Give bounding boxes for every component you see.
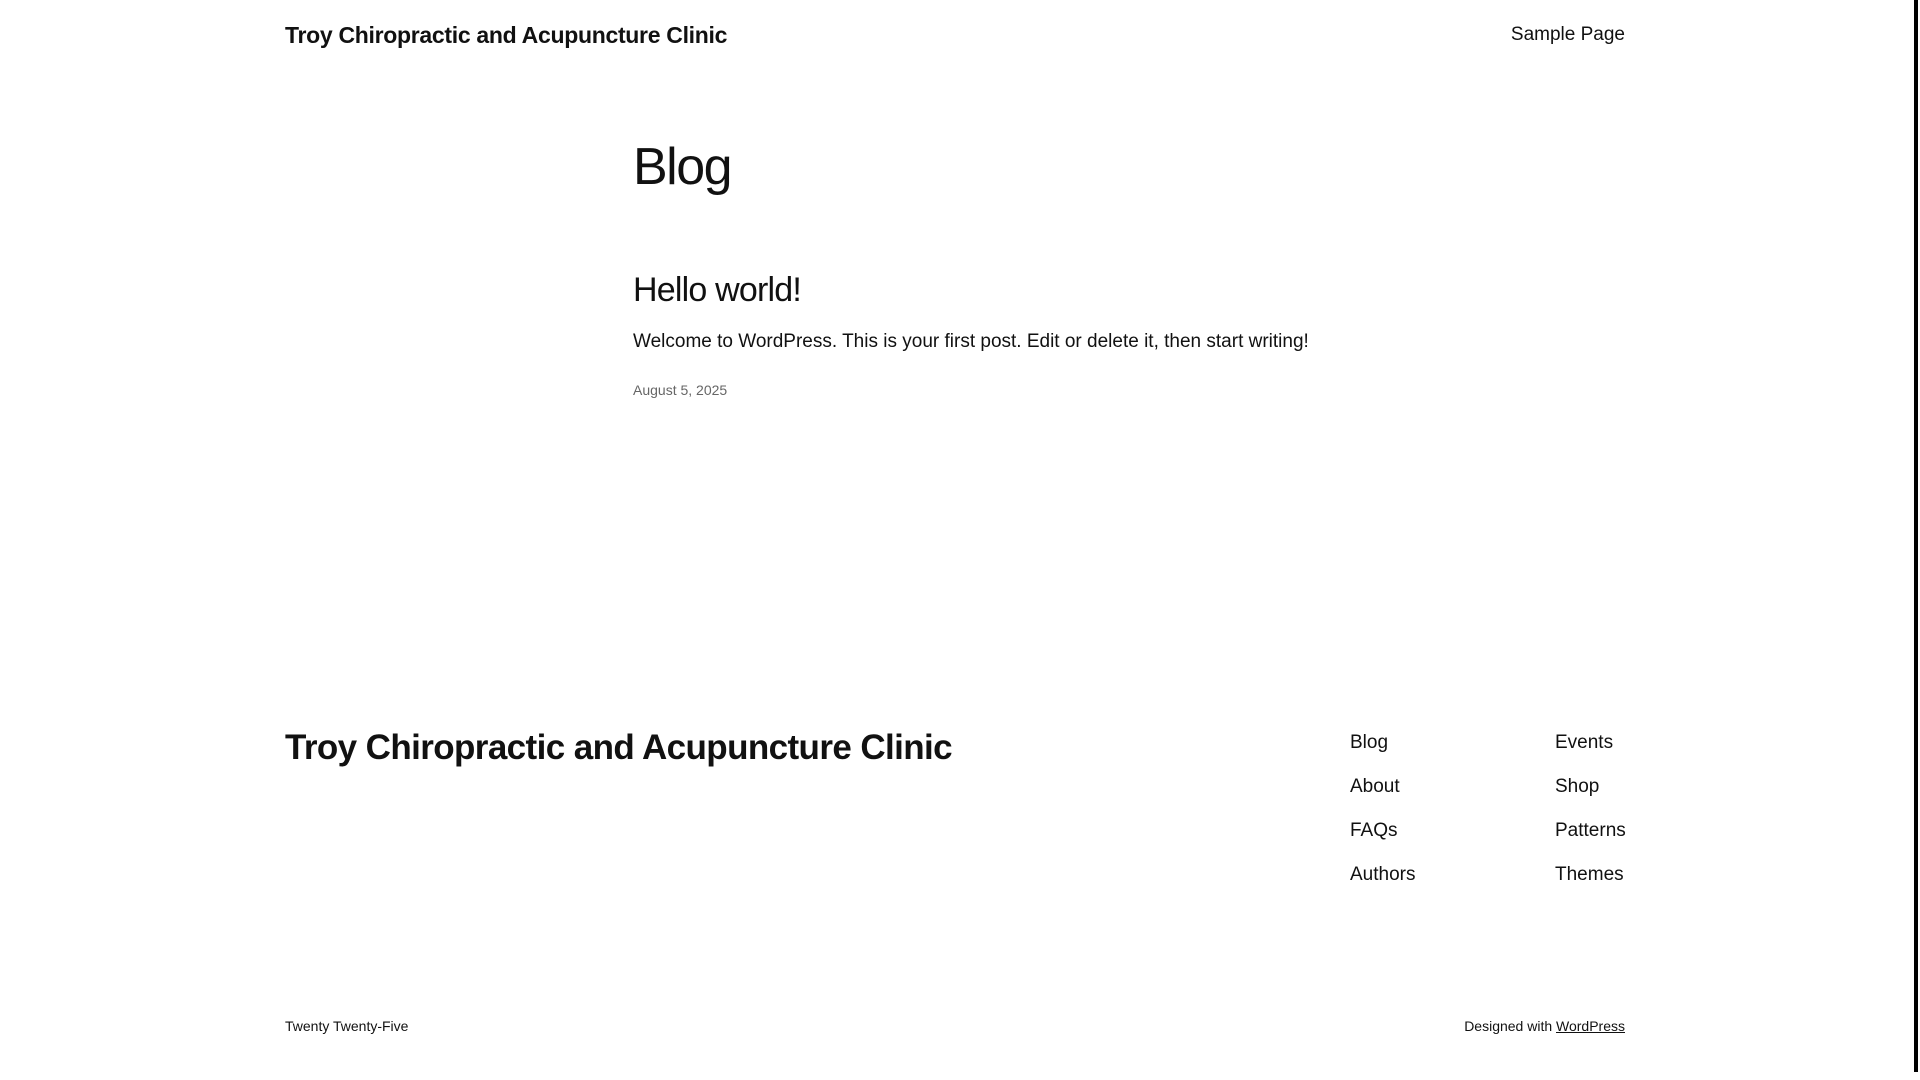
footer-link-authors[interactable]: Authors <box>1350 864 1416 885</box>
primary-nav <box>1511 24 1625 46</box>
footer-link-themes[interactable]: Themes <box>1555 864 1624 885</box>
page-title: Blog <box>633 138 732 196</box>
footer-link-about[interactable]: About <box>1350 776 1400 797</box>
footer-site-title[interactable]: Troy Chiropractic and Acupuncture Clinic <box>285 728 953 767</box>
footer-nav-column-2 <box>1555 730 1626 906</box>
post-title-link[interactable]: Hello world! <box>633 271 802 309</box>
main-content <box>633 132 1353 398</box>
footer-link-events[interactable]: Events <box>1555 732 1614 753</box>
footer-nav-column-1 <box>1350 730 1415 906</box>
footer-link-faqs[interactable]: FAQs <box>1350 820 1398 841</box>
post-item <box>633 270 1353 398</box>
post-excerpt: Welcome to WordPress. This is your first post. Edit or delete it, then start writing! <box>633 331 1309 352</box>
footer-credits <box>285 1018 1625 1034</box>
designed-with <box>1464 1018 1625 1034</box>
theme-name: Twenty Twenty-Five <box>285 1018 409 1034</box>
site-header <box>285 20 1625 50</box>
nav-item-sample-page[interactable]: Sample Page <box>1510 24 1625 45</box>
site-title-link[interactable]: Troy Chiropractic and Acupuncture Clinic <box>285 21 728 48</box>
credit-prefix: Designed with <box>1464 1018 1553 1034</box>
scrollbar-thumb[interactable] <box>1914 0 1918 1072</box>
footer-link-blog[interactable]: Blog <box>1350 732 1389 753</box>
scrollbar[interactable] <box>1912 0 1920 1080</box>
post-date[interactable]: August 5, 2025 <box>633 382 728 398</box>
footer-link-shop[interactable]: Shop <box>1555 776 1600 797</box>
footer-link-patterns[interactable]: Patterns <box>1555 820 1626 841</box>
wordpress-link[interactable]: WordPress <box>1556 1018 1625 1034</box>
